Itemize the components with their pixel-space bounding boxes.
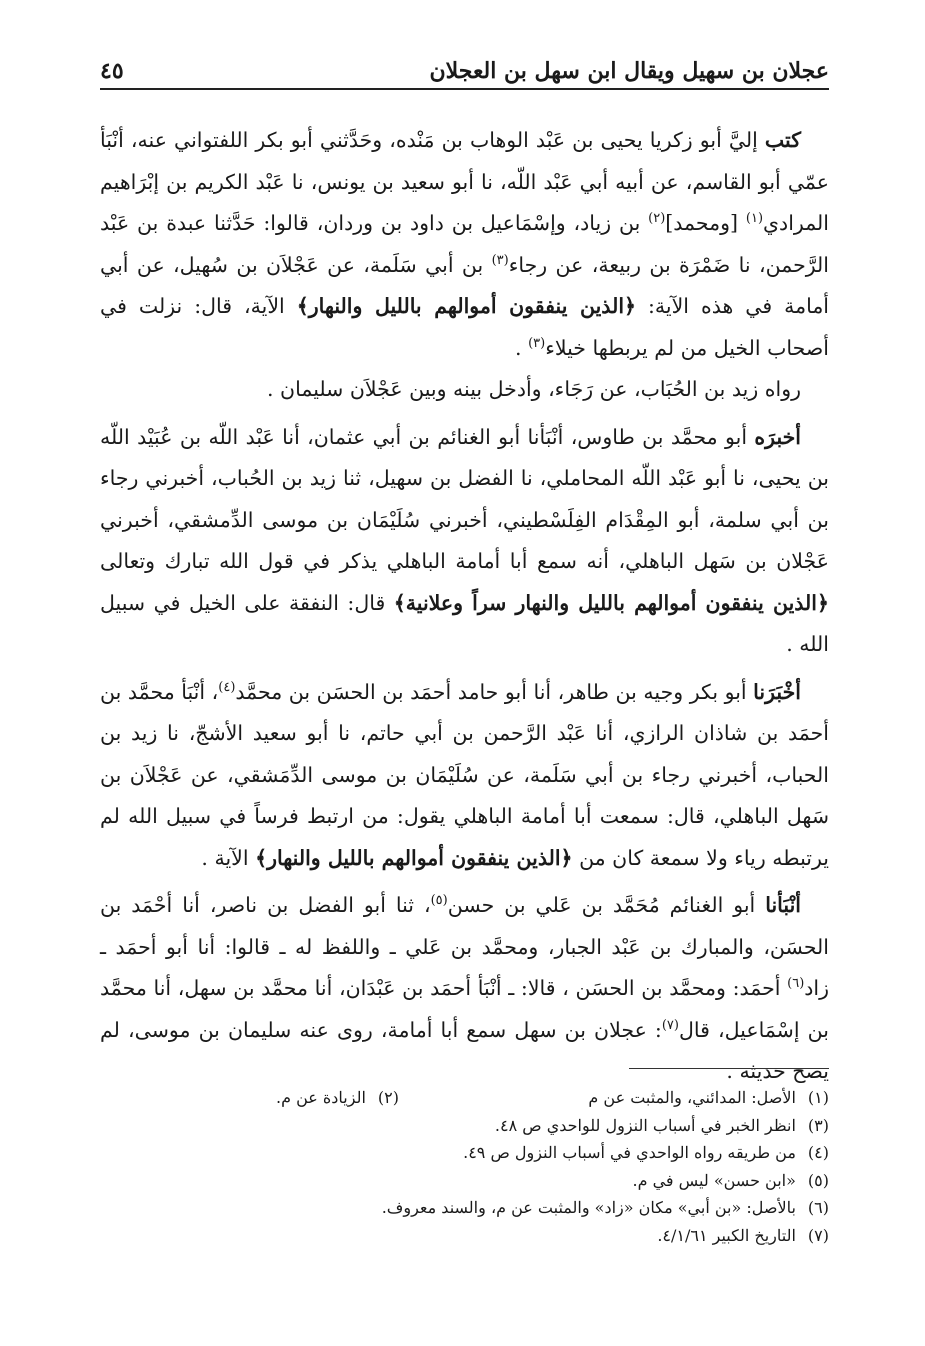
footnote-1 <box>399 1084 829 1112</box>
footnote-7 <box>657 1222 829 1250</box>
running-title: عجلان بن سهيل ويقال ابن سهل بن العجلان <box>429 58 829 84</box>
text-run: أبو الغنائم مُحَمَّد بن عَلي بن حسن <box>447 893 766 917</box>
paragraph-lead-word: كتب <box>764 128 801 152</box>
footnote-row <box>100 1167 829 1195</box>
footnote-ref: (٣) <box>528 335 546 351</box>
footnote-row <box>100 1139 829 1167</box>
footnote-divider <box>629 1068 829 1069</box>
footnote-text: الزيادة عن م. <box>276 1088 366 1107</box>
footnote-number: (٧) <box>807 1225 829 1245</box>
footnote-number: (٦) <box>807 1198 829 1217</box>
quran-quote: ﴿الذين ينفقون أموالهم بالليل والنهار﴾ <box>296 294 637 318</box>
paragraph-lead-word: أخْبَرَنا <box>753 679 801 704</box>
footnote-number: (٤) <box>807 1143 829 1162</box>
main-text <box>100 114 829 1093</box>
footnote-3 <box>495 1112 829 1140</box>
text-run: الآية، قال: نزلت في أصحاب الخيل من لم يربطها خيلاء <box>100 294 829 360</box>
text-run: : عجلان بن سهل سمع أبا أمامة، روى عنه سليمان بن موسى، لم يصح حديثه . <box>100 1017 829 1083</box>
footnote-row <box>100 1194 829 1222</box>
running-header <box>100 56 829 90</box>
quran-quote: ﴿الذين ينفقون أموالهم بالليل والنهار سراً وعلانية﴾ <box>393 590 829 615</box>
page-number: ٤٥ <box>100 58 124 84</box>
footnote-4 <box>463 1139 829 1167</box>
footnote-text: من طريقه رواه الواحدي في أسباب النزول ص ٤٩. <box>463 1143 796 1162</box>
text-run: إليَّ أبو زكريا يحيى بن عَبْد الوهاب بن مَنْده، وحَدَّثني أبو بكر اللفتواني عنه، أنْبَأ عمّي أبو القاسم، عن أبيه أبي عَبْد اللّه، نا أبو سعيد بن يونس، نا عَبْد الكريم بن إبْرَاهيم المرادي <box>100 128 829 235</box>
text-run: . <box>515 335 529 360</box>
footnote-text: الأصل: المدائني، والمثبت عن م <box>588 1088 796 1107</box>
footnote-number: (٥) <box>807 1170 829 1190</box>
footnote-text: «ابن حسن» ليس في م. <box>632 1170 796 1190</box>
footnote-text: التاريخ الكبير ٤/١/٦١. <box>657 1225 796 1245</box>
text-run: أبو بكر وجيه بن طاهر، أنا أبو حامد أحمَد بن الحسَن بن محمَّد <box>235 679 754 704</box>
footnote-6 <box>382 1194 829 1222</box>
footnote-ref: (٤) <box>218 679 236 695</box>
footnote-ref: (٦) <box>787 976 805 992</box>
footnotes <box>100 1084 829 1249</box>
text-run: بن أبي سَلَمة، عن عَجْلاَن بن سُهيل، عن أبي أمامة في هذه الآية: <box>100 252 830 318</box>
text-run: [ومحمد] <box>665 211 746 235</box>
footnote-row <box>100 1084 829 1112</box>
text-run: رواه زيد بن الحُبَاب، عن رَجَاء، وأدخل بينه وبين عَجْلاَن سليمان . <box>267 377 801 401</box>
footnote-ref: (١) <box>745 211 764 227</box>
footnote-ref: (٣) <box>491 252 509 268</box>
text-run: أحمَد: ومحمَّد بن الحسَن ، قالا: ـ أنْبَأ أحمَد بن عَبْدَان، أنا محمَّد بن سهل، أنا محمَّد بن إسْمَاعيل، قال <box>100 976 829 1042</box>
paragraph <box>100 672 829 880</box>
text-run: بن زياد، وإسْمَاعيل بن داود بن وردان، قالوا: حَدَّثنا عبدة بن عَبْد الرَّحمن، نا ضَمْرَة بن ربيعة، عن رجاء <box>100 211 829 277</box>
text-run: الآية . <box>201 845 256 870</box>
footnote-number: (١) <box>807 1088 829 1107</box>
text-run: ، أنْبَأ محمَّد بن أحمَد بن شاذان الرازي، أنا عَبْد الرَّحمن بن أبي حاتم، نا أبو سعيد الأشجّ، نا زيد بن الحباب، أخبرني رجاء بن أبي سَلَمة، عن سُلَيْمَان بن موسى الدِّمَشقي، عن عَجْلاَن بن سَهل الباهلي، قال: سمعت أبا أمامة الباهلي يقول: من ارتبط فرساً في سبيل الله لم يرتبطه رياء ولا سمعة كان من <box>100 679 829 870</box>
paragraph <box>100 369 829 411</box>
quran-quote: ﴿الذين ينفقون أموالهم بالليل والنهار﴾ <box>255 845 573 870</box>
footnote-ref: (٧) <box>661 1017 679 1033</box>
paragraph-lead-word: أخبرَه <box>754 424 801 449</box>
footnote-ref: (٢) <box>648 211 666 227</box>
footnote-number: (٢) <box>377 1088 399 1107</box>
paragraph <box>100 885 829 1093</box>
text-run: أبو محمَّد بن طاوس، أنْبَأنا أبو الغنائم بن أبي عثمان، أنا عَبْد اللّه بن عُبَيْد اللّه بن يحيى، نا أبو عَبْد اللّه المحاملي، نا الفضل بن سهيل، ثنا زيد بن الحُباب، أخبرني رجاء بن أبي سلمة، أبو المِقْدَام الفِلَسْطيني، أخبرني سُلَيْمَان بن موسى الدِّمشقي، أخبرني عَجْلان بن سَهل الباهلي، أنه سمع أبا أمامة الباهلي يذكر في قول الله تبارك وتعالى <box>100 424 829 573</box>
paragraph <box>100 417 829 666</box>
footnote-2 <box>276 1084 399 1112</box>
footnote-text: بالأصل: «بن أبي» مكان «زاد» والمثبت عن م، والسند معروف. <box>381 1198 796 1217</box>
footnote-5 <box>632 1167 829 1195</box>
text-run: قال: النفقة على الخيل في سبيل الله . <box>100 590 829 656</box>
footnote-text: انظر الخبر في أسباب النزول للواحدي ص ٤٨. <box>494 1115 796 1135</box>
text-run: ، ثنا أبو الفضل بن ناصر، أنا أحْمَد بن الحسَن، والمبارك بن عَبْد الجبار، ومحمَّد بن عَلي ـ واللفظ له ـ قالوا: أنا أبو أحمَد ـ زاد <box>100 893 829 1000</box>
footnote-ref: (٥) <box>430 893 448 909</box>
footnote-row <box>100 1112 829 1140</box>
paragraph-lead-word: أنْبَأنا <box>765 893 801 917</box>
footnote-row <box>100 1222 829 1250</box>
paragraph <box>100 120 829 369</box>
footnote-number: (٣) <box>807 1115 829 1135</box>
